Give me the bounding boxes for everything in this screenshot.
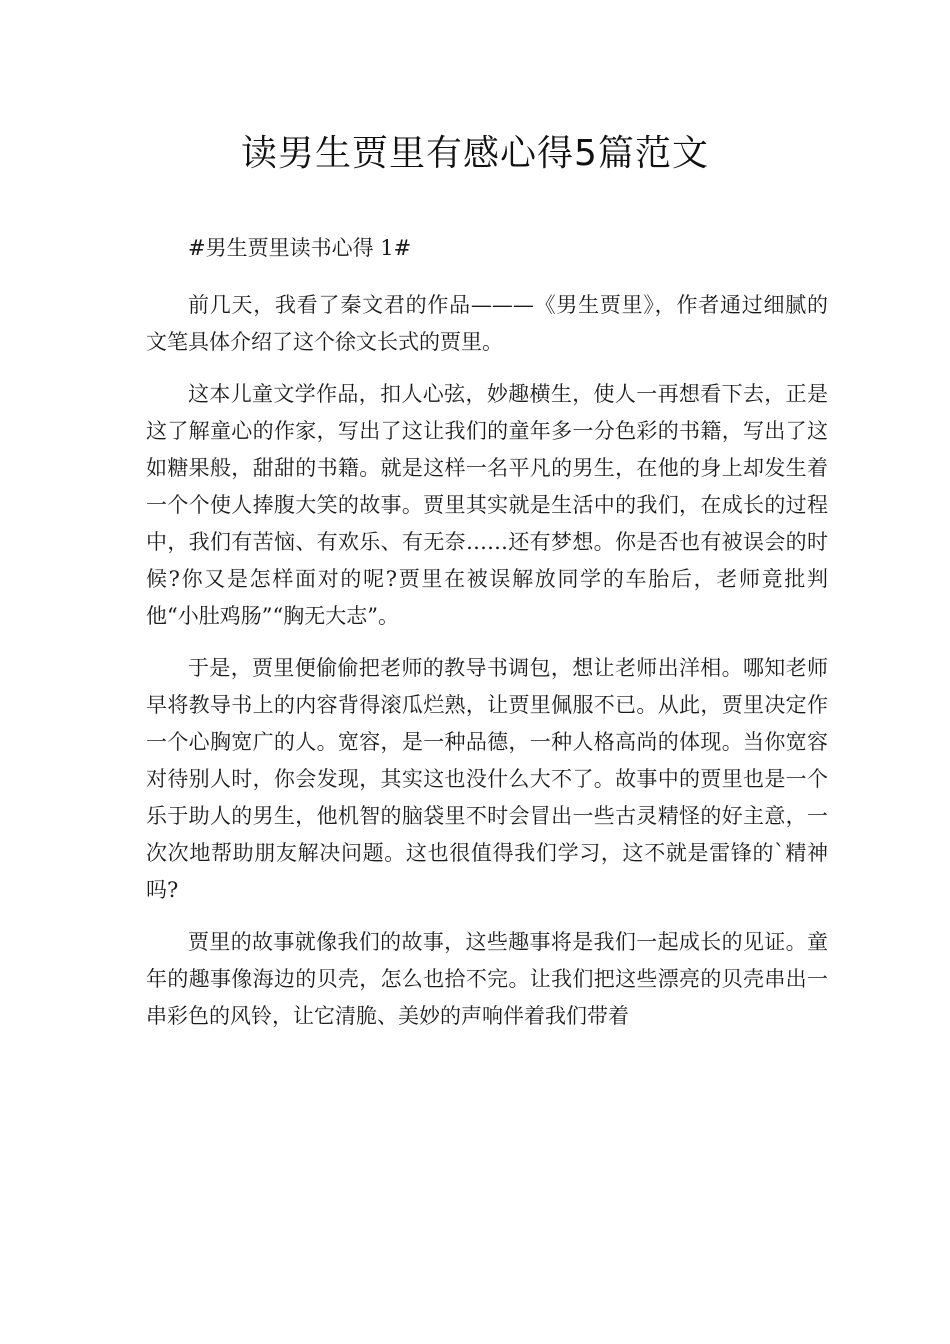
document-title: 读男生贾里有感心得5篇范文 [241, 133, 709, 174]
paragraph-4: 贾里的故事就像我们的故事，这些趣事将是我们一起成长的见证。童年的趣事像海边的贝壳，怎么也拾不完。让我们把这些漂亮的贝壳串出一串彩色的风铃，让它清脆、美妙的声响伴着我们带着 [146, 930, 828, 1028]
paragraph-3: 于是，贾里便偷偷把老师的教导书调包，想让老师出洋相。哪知老师早将教导书上的内容背得滚瓜烂熟，让贾里佩服不已。从此，贾里决定作一个心胸宽广的人。宽容，是一种品德，一种人格高尚的体现。当你宽容对待别人时，你会发现，其实这也没什么大不了。故事中的贾里也是一个乐于助人的男生，他机智的脑袋里不时会冒出一些古灵精怪的好主意，一次次地帮助朋友解决问题。这也很值得我们学习，这不就是雷锋的`精神吗? [146, 656, 828, 902]
paragraph-2: 这本儿童文学作品，扣人心弦，妙趣横生，使人一再想看下去，正是这了解童心的作家，写出了这让我们的童年多一分色彩的书籍，写出了这如糖果般，甜甜的书籍。就是这样一名平凡的男生，在他的身上却发生着一个个使人捧腹大笑的故事。贾里其实就是生活中的我们，在成长的过程中，我们有苦恼、有欢乐、有无奈……还有梦想。你是否也有被误会的时候?你又是怎样面对的呢?贾里在被误解放同学的车胎后，老师竟批判他“小肚鸡肠”“胸无大志”。 [146, 382, 828, 628]
paragraph-1: 前几天，我看了秦文君的作品———《男生贾里》，作者通过细腻的文笔具体介绍了这个徐文长式的贾里。 [146, 293, 828, 354]
section-heading: #男生贾里读书心得 1# [188, 236, 412, 260]
document-body [146, 230, 828, 1035]
